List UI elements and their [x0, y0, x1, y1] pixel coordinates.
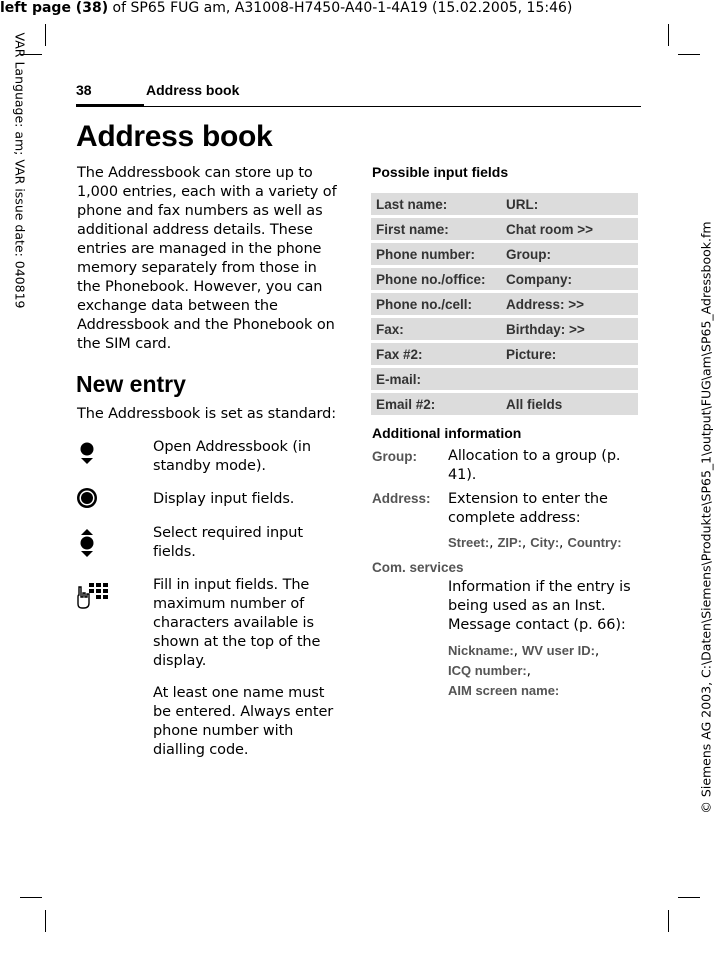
- country-field: Country:: [567, 535, 622, 550]
- field-row: [371, 393, 638, 415]
- field-name: E-mail:: [376, 371, 422, 387]
- print-header-rest: of SP65 FUG am, A31008-H7450-A40-1-4A19 (15.02.2005, 15:46): [108, 0, 573, 16]
- field-name: Birthday: >>: [506, 321, 585, 337]
- field-name: Fax #2:: [376, 346, 423, 362]
- separator: ,: [594, 644, 600, 659]
- address-text: Extension to enter the complete address:: [448, 491, 608, 526]
- separator: ,: [526, 664, 531, 679]
- side-text-left: VAR Language: am; VAR issue date: 040819: [12, 32, 28, 309]
- field-name: Fax:: [376, 321, 404, 337]
- city-field: City:: [530, 535, 560, 550]
- nav-down-icon: [77, 440, 97, 466]
- address-fields: [448, 535, 622, 551]
- fields-table: [371, 193, 638, 418]
- step-text: Select required input fields.: [153, 525, 303, 560]
- additional-heading: Additional information: [372, 425, 522, 441]
- new-entry-lead: The Addressbook is set as standard:: [77, 406, 336, 422]
- com-fields: [448, 641, 638, 701]
- zip-field: ZIP:: [497, 535, 523, 550]
- field-row: [371, 218, 638, 240]
- intro-paragraph: The Addressbook can store up to 1,000 entries, each with a variety of phone and fax numbers as well as additional address details. These entries are managed in the phone memory separately from those in the Phonebook. However, you can exchange data between the Addressbook and the Phonebook on the SIM card.: [77, 165, 337, 352]
- crop-mark: [678, 897, 700, 898]
- crop-mark: [678, 54, 700, 55]
- wv-user-id-field: WV user ID:: [522, 643, 595, 658]
- keypad-icon: [76, 581, 110, 611]
- separator: ,: [513, 644, 523, 659]
- crop-mark: [668, 910, 669, 932]
- crop-mark: [45, 910, 46, 932]
- field-name: Address: >>: [506, 296, 585, 312]
- field-name: Group:: [506, 246, 551, 262]
- com-services-text: Information if the entry is being used as an Inst. Message contact (p. 66):: [448, 579, 631, 633]
- group-label: Group:: [372, 449, 417, 464]
- nav-up-down-icon: [77, 527, 97, 559]
- field-name: Phone no./office:: [376, 271, 486, 287]
- field-row: [371, 343, 638, 365]
- new-entry-heading: New entry: [76, 371, 186, 397]
- side-text-right: © Siemens AG 2003, C:\Daten\Siemens\Produkte\SP65_1\output\FUG\am\SP65_Adressbook.fm: [698, 221, 714, 814]
- field-row: [371, 293, 638, 315]
- field-name: Email #2:: [376, 396, 436, 412]
- page-title: Address book: [76, 120, 273, 153]
- header-rule-thick: [76, 104, 144, 107]
- page-number: 38: [76, 82, 92, 98]
- crop-mark: [668, 24, 669, 46]
- field-name: First name:: [376, 221, 449, 237]
- field-row: [371, 368, 638, 390]
- field-name: URL:: [506, 196, 539, 212]
- field-name: Last name:: [376, 196, 448, 212]
- header-rule: [144, 106, 641, 107]
- field-name: All fields: [506, 396, 563, 412]
- field-name: Phone number:: [376, 246, 476, 262]
- field-name: Chat room >>: [506, 221, 594, 237]
- com-services-label: Com. services: [372, 560, 464, 575]
- print-header: [0, 0, 572, 16]
- address-label: Address:: [372, 491, 431, 506]
- icq-number-field: ICQ number:: [448, 663, 527, 678]
- group-text: Allocation to a group (p. 41).: [448, 448, 621, 483]
- separator: ,: [522, 536, 531, 551]
- field-name: Company:: [506, 271, 573, 287]
- nickname-field: Nickname:: [448, 643, 514, 658]
- step-text: Display input fields.: [153, 491, 295, 507]
- field-row: [371, 318, 638, 340]
- field-row: [371, 193, 638, 215]
- step-note: At least one name must be entered. Always enter phone number with dialling code.: [153, 685, 334, 758]
- separator: ,: [559, 536, 568, 551]
- running-header-section: Address book: [146, 82, 240, 98]
- print-header-left-page: left page (38): [0, 0, 109, 16]
- field-name: Phone no./cell:: [376, 296, 473, 312]
- crop-mark: [20, 897, 42, 898]
- center-select-icon: [76, 487, 98, 509]
- field-row: [371, 243, 638, 265]
- aim-screen-name-field: AIM screen name:: [448, 683, 560, 698]
- field-row: [371, 268, 638, 290]
- street-field: Street:: [448, 535, 490, 550]
- step-text: Open Addressbook (in standby mode).: [153, 439, 311, 474]
- crop-mark: [45, 24, 46, 46]
- possible-fields-heading: Possible input fields: [372, 164, 509, 180]
- step-text: Fill in input fields. The maximum number of characters available is shown at the top of the display.: [153, 577, 321, 669]
- separator: ,: [489, 536, 498, 551]
- field-name: Picture:: [506, 346, 557, 362]
